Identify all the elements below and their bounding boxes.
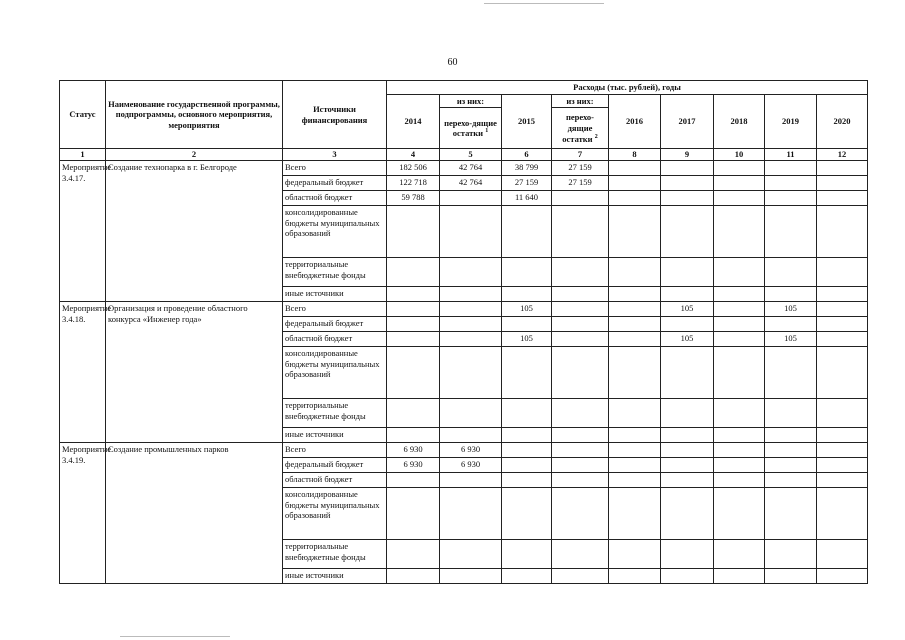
amount-cell xyxy=(817,316,868,331)
amount-cell xyxy=(552,331,609,346)
amount-cell xyxy=(714,257,765,286)
amount-cell xyxy=(552,472,609,487)
amount-cell xyxy=(440,472,502,487)
header-year-2019: 2019 xyxy=(765,94,817,149)
amount-cell xyxy=(714,539,765,568)
amount-cell xyxy=(440,331,502,346)
amount-cell xyxy=(552,427,609,442)
amount-cell xyxy=(714,472,765,487)
activity-name: Организация и проведение областного конкурса «Инженер года» xyxy=(106,301,283,442)
funding-source: федеральный бюджет xyxy=(283,457,387,472)
amount-cell xyxy=(387,205,440,257)
funding-source: территориальные внебюджетные фонды xyxy=(283,539,387,568)
funding-source: Всего xyxy=(283,160,387,175)
amount-cell xyxy=(440,301,502,316)
header-year-2020: 2020 xyxy=(817,94,868,149)
amount-cell: 182 506 xyxy=(387,160,440,175)
amount-cell xyxy=(817,257,868,286)
amount-cell xyxy=(661,175,714,190)
funding-source: консолидированные бюджеты муниципальных образований xyxy=(283,346,387,398)
amount-cell xyxy=(440,257,502,286)
amount-cell: 122 718 xyxy=(387,175,440,190)
amount-cell xyxy=(609,257,661,286)
activity-name: Создание промышленных парков xyxy=(106,442,283,583)
header-year-2018: 2018 xyxy=(714,94,765,149)
amount-cell xyxy=(387,257,440,286)
amount-cell xyxy=(552,539,609,568)
amount-cell xyxy=(609,301,661,316)
amount-cell xyxy=(440,539,502,568)
amount-cell xyxy=(387,472,440,487)
funding-source: областной бюджет xyxy=(283,331,387,346)
activity-status: Мероприятие 3.4.19. xyxy=(60,442,106,583)
amount-cell xyxy=(817,205,868,257)
amount-cell xyxy=(661,346,714,398)
funding-source: областной бюджет xyxy=(283,190,387,205)
amount-cell xyxy=(765,316,817,331)
amount-cell xyxy=(661,539,714,568)
amount-cell xyxy=(817,346,868,398)
amount-cell xyxy=(817,539,868,568)
amount-cell xyxy=(552,346,609,398)
amount-cell xyxy=(387,331,440,346)
amount-cell xyxy=(817,427,868,442)
amount-cell xyxy=(817,301,868,316)
amount-cell xyxy=(502,427,552,442)
amount-cell xyxy=(817,331,868,346)
amount-cell xyxy=(765,346,817,398)
amount-cell: 6 930 xyxy=(387,457,440,472)
funding-source: территориальные внебюджетные фонды xyxy=(283,398,387,427)
amount-cell xyxy=(552,442,609,457)
header-of-which-2: из них: xyxy=(552,94,609,108)
amount-cell xyxy=(661,257,714,286)
amount-cell xyxy=(817,160,868,175)
column-number-row: 1 2 3 4 5 6 7 8 9 10 11 12 xyxy=(60,149,868,161)
amount-cell: 105 xyxy=(661,301,714,316)
amount-cell xyxy=(609,160,661,175)
funding-source: консолидированные бюджеты муниципальных образований xyxy=(283,205,387,257)
header-of-which-1: из них: xyxy=(440,94,502,108)
amount-cell xyxy=(817,457,868,472)
amount-cell xyxy=(714,175,765,190)
amount-cell xyxy=(817,286,868,301)
amount-cell xyxy=(552,316,609,331)
amount-cell xyxy=(661,487,714,539)
amount-cell xyxy=(661,286,714,301)
amount-cell xyxy=(661,160,714,175)
amount-cell xyxy=(609,286,661,301)
amount-cell xyxy=(440,568,502,583)
amount-cell xyxy=(714,331,765,346)
header-carryover-1: перехо-дящие остатки $^1$ xyxy=(440,108,502,149)
amount-cell: 6 930 xyxy=(387,442,440,457)
table-row xyxy=(60,160,868,175)
amount-cell xyxy=(387,286,440,301)
amount-cell xyxy=(609,398,661,427)
amount-cell xyxy=(609,472,661,487)
amount-cell xyxy=(817,487,868,539)
amount-cell xyxy=(661,457,714,472)
amount-cell: 105 xyxy=(765,301,817,316)
header-year-2016: 2016 xyxy=(609,94,661,149)
amount-cell xyxy=(552,457,609,472)
table-row xyxy=(60,442,868,457)
amount-cell xyxy=(817,190,868,205)
amount-cell xyxy=(387,487,440,539)
activity-name: Создание технопарка в г. Белгороде xyxy=(106,160,283,301)
amount-cell xyxy=(387,316,440,331)
amount-cell xyxy=(714,457,765,472)
amount-cell: 59 788 xyxy=(387,190,440,205)
amount-cell xyxy=(714,190,765,205)
amount-cell xyxy=(609,442,661,457)
amount-cell: 27 159 xyxy=(552,160,609,175)
table-row xyxy=(60,301,868,316)
amount-cell xyxy=(387,539,440,568)
amount-cell: 42 764 xyxy=(440,160,502,175)
amount-cell xyxy=(502,487,552,539)
amount-cell xyxy=(661,442,714,457)
amount-cell xyxy=(609,346,661,398)
amount-cell xyxy=(502,316,552,331)
activity-status: Мероприятие 3.4.17. xyxy=(60,160,106,301)
amount-cell xyxy=(609,568,661,583)
amount-cell: 6 930 xyxy=(440,457,502,472)
amount-cell xyxy=(765,427,817,442)
amount-cell xyxy=(714,427,765,442)
amount-cell xyxy=(552,257,609,286)
amount-cell xyxy=(609,316,661,331)
header-year-2015: 2015 xyxy=(502,94,552,149)
amount-cell xyxy=(765,398,817,427)
amount-cell xyxy=(765,442,817,457)
amount-cell xyxy=(765,539,817,568)
header-name: Наименование государственной программы, подпрограммы, основного мероприятия, мероприятия xyxy=(106,81,283,149)
amount-cell xyxy=(609,539,661,568)
amount-cell xyxy=(502,539,552,568)
amount-cell xyxy=(552,568,609,583)
amount-cell xyxy=(714,398,765,427)
amount-cell xyxy=(387,301,440,316)
amount-cell xyxy=(765,487,817,539)
amount-cell xyxy=(817,472,868,487)
amount-cell xyxy=(765,175,817,190)
funding-source: иные источники xyxy=(283,427,387,442)
amount-cell xyxy=(765,257,817,286)
amount-cell xyxy=(714,301,765,316)
amount-cell xyxy=(714,160,765,175)
amount-cell xyxy=(609,190,661,205)
amount-cell xyxy=(609,457,661,472)
amount-cell: 38 799 xyxy=(502,160,552,175)
amount-cell: 42 764 xyxy=(440,175,502,190)
header-expenses: Расходы (тыс. рублей), годы xyxy=(387,81,868,95)
amount-cell xyxy=(440,398,502,427)
funding-source: федеральный бюджет xyxy=(283,175,387,190)
amount-cell: 11 640 xyxy=(502,190,552,205)
header-year-2014: 2014 xyxy=(387,94,440,149)
amount-cell xyxy=(502,442,552,457)
funding-source: территориальные внебюджетные фонды xyxy=(283,257,387,286)
funding-source: консолидированные бюджеты муниципальных образований xyxy=(283,487,387,539)
amount-cell xyxy=(661,427,714,442)
amount-cell xyxy=(609,487,661,539)
amount-cell xyxy=(502,472,552,487)
amount-cell xyxy=(661,568,714,583)
header-sources: Источники финансирования xyxy=(283,81,387,149)
amount-cell xyxy=(440,427,502,442)
amount-cell xyxy=(502,205,552,257)
amount-cell: 105 xyxy=(661,331,714,346)
amount-cell xyxy=(765,286,817,301)
funding-source: иные источники xyxy=(283,286,387,301)
amount-cell xyxy=(765,205,817,257)
header-carryover-2: перехо-дящие остатки $^2$ xyxy=(552,108,609,149)
amount-cell xyxy=(440,286,502,301)
amount-cell xyxy=(765,160,817,175)
amount-cell xyxy=(714,316,765,331)
amount-cell: 105 xyxy=(765,331,817,346)
amount-cell xyxy=(387,427,440,442)
amount-cell xyxy=(609,205,661,257)
amount-cell xyxy=(765,190,817,205)
amount-cell xyxy=(661,205,714,257)
amount-cell xyxy=(552,487,609,539)
amount-cell xyxy=(714,568,765,583)
amount-cell xyxy=(502,568,552,583)
amount-cell xyxy=(661,398,714,427)
amount-cell xyxy=(440,205,502,257)
amount-cell xyxy=(502,286,552,301)
amount-cell xyxy=(440,346,502,398)
amount-cell xyxy=(552,190,609,205)
amount-cell xyxy=(387,346,440,398)
amount-cell xyxy=(440,316,502,331)
amount-cell: 105 xyxy=(502,301,552,316)
amount-cell xyxy=(714,205,765,257)
amount-cell xyxy=(817,175,868,190)
amount-cell xyxy=(714,442,765,457)
funding-source: Всего xyxy=(283,442,387,457)
funding-source: Всего xyxy=(283,301,387,316)
amount-cell xyxy=(609,175,661,190)
amount-cell xyxy=(440,487,502,539)
amount-cell xyxy=(714,286,765,301)
amount-cell xyxy=(714,346,765,398)
amount-cell: 27 159 xyxy=(502,175,552,190)
amount-cell: 105 xyxy=(502,331,552,346)
amount-cell xyxy=(609,427,661,442)
amount-cell xyxy=(817,398,868,427)
amount-cell xyxy=(387,398,440,427)
funding-source: федеральный бюджет xyxy=(283,316,387,331)
amount-cell xyxy=(765,568,817,583)
amount-cell: 27 159 xyxy=(552,175,609,190)
amount-cell xyxy=(387,568,440,583)
amount-cell xyxy=(502,346,552,398)
header-year-2017: 2017 xyxy=(661,94,714,149)
activity-status: Мероприятие 3.4.18. xyxy=(60,301,106,442)
amount-cell xyxy=(765,472,817,487)
funding-source: иные источники xyxy=(283,568,387,583)
funding-source: областной бюджет xyxy=(283,472,387,487)
amount-cell xyxy=(502,457,552,472)
amount-cell xyxy=(661,190,714,205)
amount-cell xyxy=(552,301,609,316)
page-number: 60 xyxy=(447,57,458,68)
amount-cell: 6 930 xyxy=(440,442,502,457)
amount-cell xyxy=(552,398,609,427)
amount-cell xyxy=(661,316,714,331)
scan-artifact xyxy=(120,636,230,637)
budget-table xyxy=(59,80,868,584)
amount-cell xyxy=(552,286,609,301)
amount-cell xyxy=(817,568,868,583)
amount-cell xyxy=(502,257,552,286)
scan-artifact xyxy=(484,3,604,4)
amount-cell xyxy=(661,472,714,487)
amount-cell xyxy=(440,190,502,205)
amount-cell xyxy=(552,205,609,257)
amount-cell xyxy=(609,331,661,346)
amount-cell xyxy=(817,442,868,457)
amount-cell xyxy=(502,398,552,427)
amount-cell xyxy=(714,487,765,539)
amount-cell xyxy=(765,457,817,472)
header-status: Статус xyxy=(60,81,106,149)
